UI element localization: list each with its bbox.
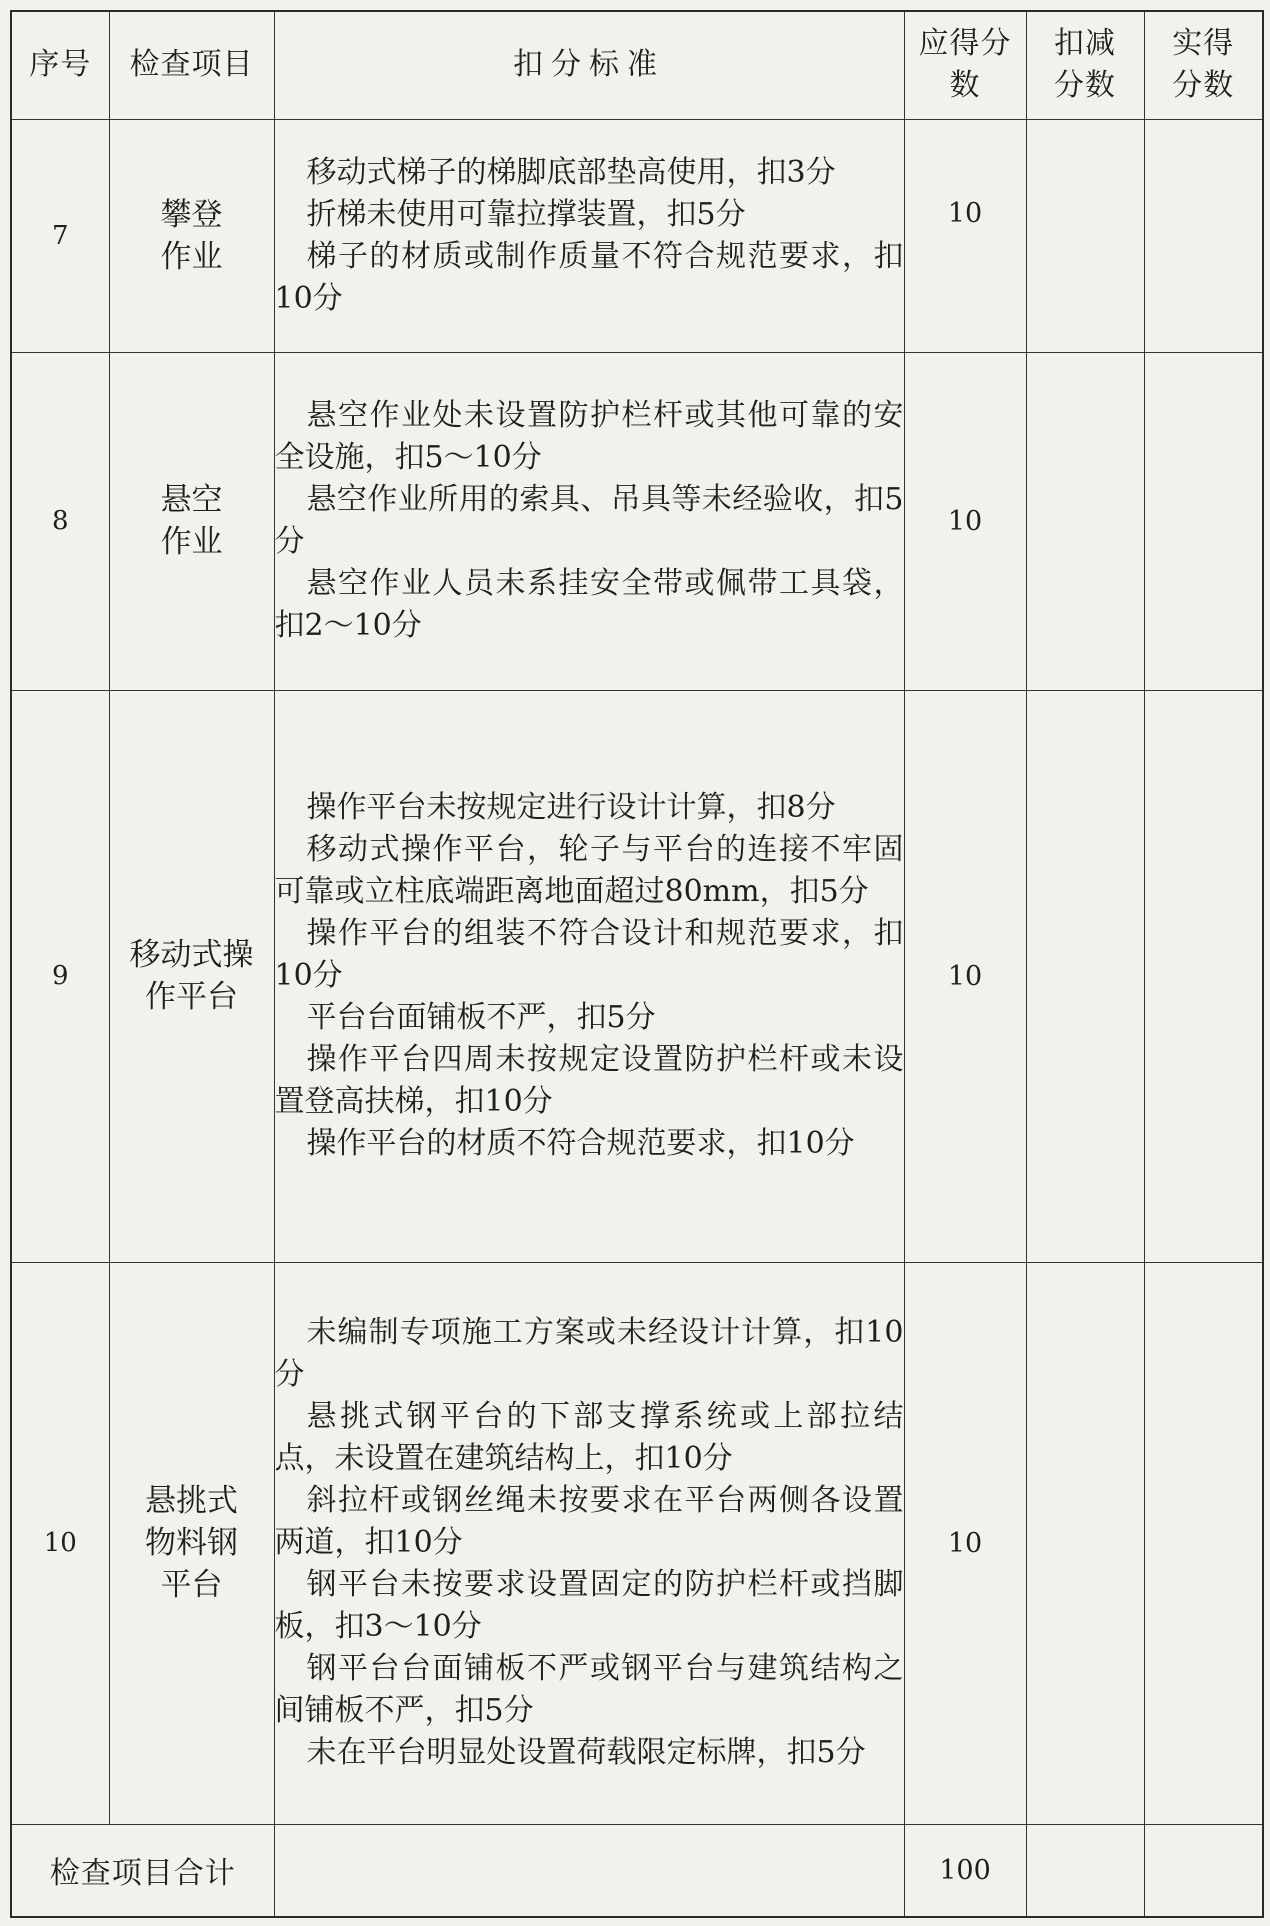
row-actual-score[interactable] [1144, 352, 1263, 690]
header-actual-score: 实得分数 [1144, 11, 1263, 119]
table-row [11, 1262, 1263, 1824]
criteria-line: 操作平台四周未按规定设置防护栏杆或未设置登高扶梯，扣10分 [274, 1042, 904, 1119]
criteria-line: 悬空作业所用的索具、吊具等未经验收，扣5分 [274, 482, 904, 559]
row-seq: 8 [11, 352, 109, 690]
criteria-line: 未在平台明显处设置荷载限定标牌，扣5分 [306, 1735, 866, 1770]
row-item: 移动式操作平台 [109, 690, 274, 1262]
row-due-score: 10 [904, 119, 1026, 352]
row-actual-score[interactable] [1144, 119, 1263, 352]
table-row [11, 119, 1263, 352]
header-criteria: 扣分标准 [274, 11, 904, 119]
row-deduct-score[interactable] [1026, 1262, 1144, 1824]
criteria-line: 悬空作业处未设置防护栏杆或其他可靠的安全设施，扣5～10分 [274, 398, 904, 475]
row-actual-score[interactable] [1144, 690, 1263, 1262]
row-due-score: 10 [904, 352, 1026, 690]
header-deduct-score: 扣减分数 [1026, 11, 1144, 119]
row-criteria [274, 119, 904, 352]
total-criteria [274, 1824, 904, 1917]
total-due-score: 100 [904, 1824, 1026, 1917]
criteria-line: 钢平台未按要求设置固定的防护栏杆或挡脚板，扣3～10分 [274, 1567, 904, 1644]
row-deduct-score[interactable] [1026, 119, 1144, 352]
header-item: 检查项目 [109, 11, 274, 119]
row-item: 悬挑式物料钢平台 [109, 1262, 274, 1824]
criteria-line: 操作平台的材质不符合规范要求，扣10分 [306, 1126, 855, 1161]
criteria-line: 平台台面铺板不严，扣5分 [306, 1000, 656, 1035]
row-seq: 7 [11, 119, 109, 352]
criteria-line: 折梯未使用可靠拉撑装置，扣5分 [306, 196, 746, 232]
row-criteria [274, 1262, 904, 1824]
total-row [11, 1824, 1263, 1917]
criteria-line: 钢平台台面铺板不严或钢平台与建筑结构之间铺板不严，扣5分 [274, 1651, 904, 1728]
header-row [11, 11, 1263, 119]
criteria-line: 梯子的材质或制作质量不符合规范要求，扣10分 [274, 238, 904, 316]
criteria-line: 操作平台未按规定进行设计计算，扣8分 [306, 790, 836, 825]
criteria-line: 未编制专项施工方案或未经设计计算，扣10分 [274, 1315, 904, 1392]
criteria-line: 移动式操作平台，轮子与平台的连接不牢固可靠或立柱底端距离地面超过80mm，扣5分 [274, 832, 904, 909]
criteria-line: 斜拉杆或钢丝绳未按要求在平台两侧各设置两道，扣10分 [274, 1483, 904, 1560]
total-actual-score[interactable] [1144, 1824, 1263, 1917]
criteria-line: 操作平台的组装不符合设计和规范要求，扣10分 [274, 916, 904, 993]
criteria-line: 移动式梯子的梯脚底部垫高使用，扣3分 [306, 154, 836, 190]
header-seq: 序号 [11, 11, 109, 119]
criteria-line: 悬挑式钢平台的下部支撑系统或上部拉结点，未设置在建筑结构上，扣10分 [274, 1399, 904, 1476]
criteria-line: 悬空作业人员未系挂安全带或佩带工具袋，扣2～10分 [274, 566, 904, 643]
row-item: 攀登作业 [109, 119, 274, 352]
row-deduct-score[interactable] [1026, 690, 1144, 1262]
row-seq: 10 [11, 1262, 109, 1824]
row-due-score: 10 [904, 1262, 1026, 1824]
total-label: 检查项目合计 [11, 1824, 274, 1917]
table-row [11, 690, 1263, 1262]
row-criteria [274, 352, 904, 690]
header-due-score: 应得分数 [904, 11, 1026, 119]
row-criteria [274, 690, 904, 1262]
total-deduct-score[interactable] [1026, 1824, 1144, 1917]
row-due-score: 10 [904, 690, 1026, 1262]
row-deduct-score[interactable] [1026, 352, 1144, 690]
row-actual-score[interactable] [1144, 1262, 1263, 1824]
row-seq: 9 [11, 690, 109, 1262]
table-row [11, 352, 1263, 690]
score-table [10, 10, 1264, 1918]
row-item: 悬空作业 [109, 352, 274, 690]
